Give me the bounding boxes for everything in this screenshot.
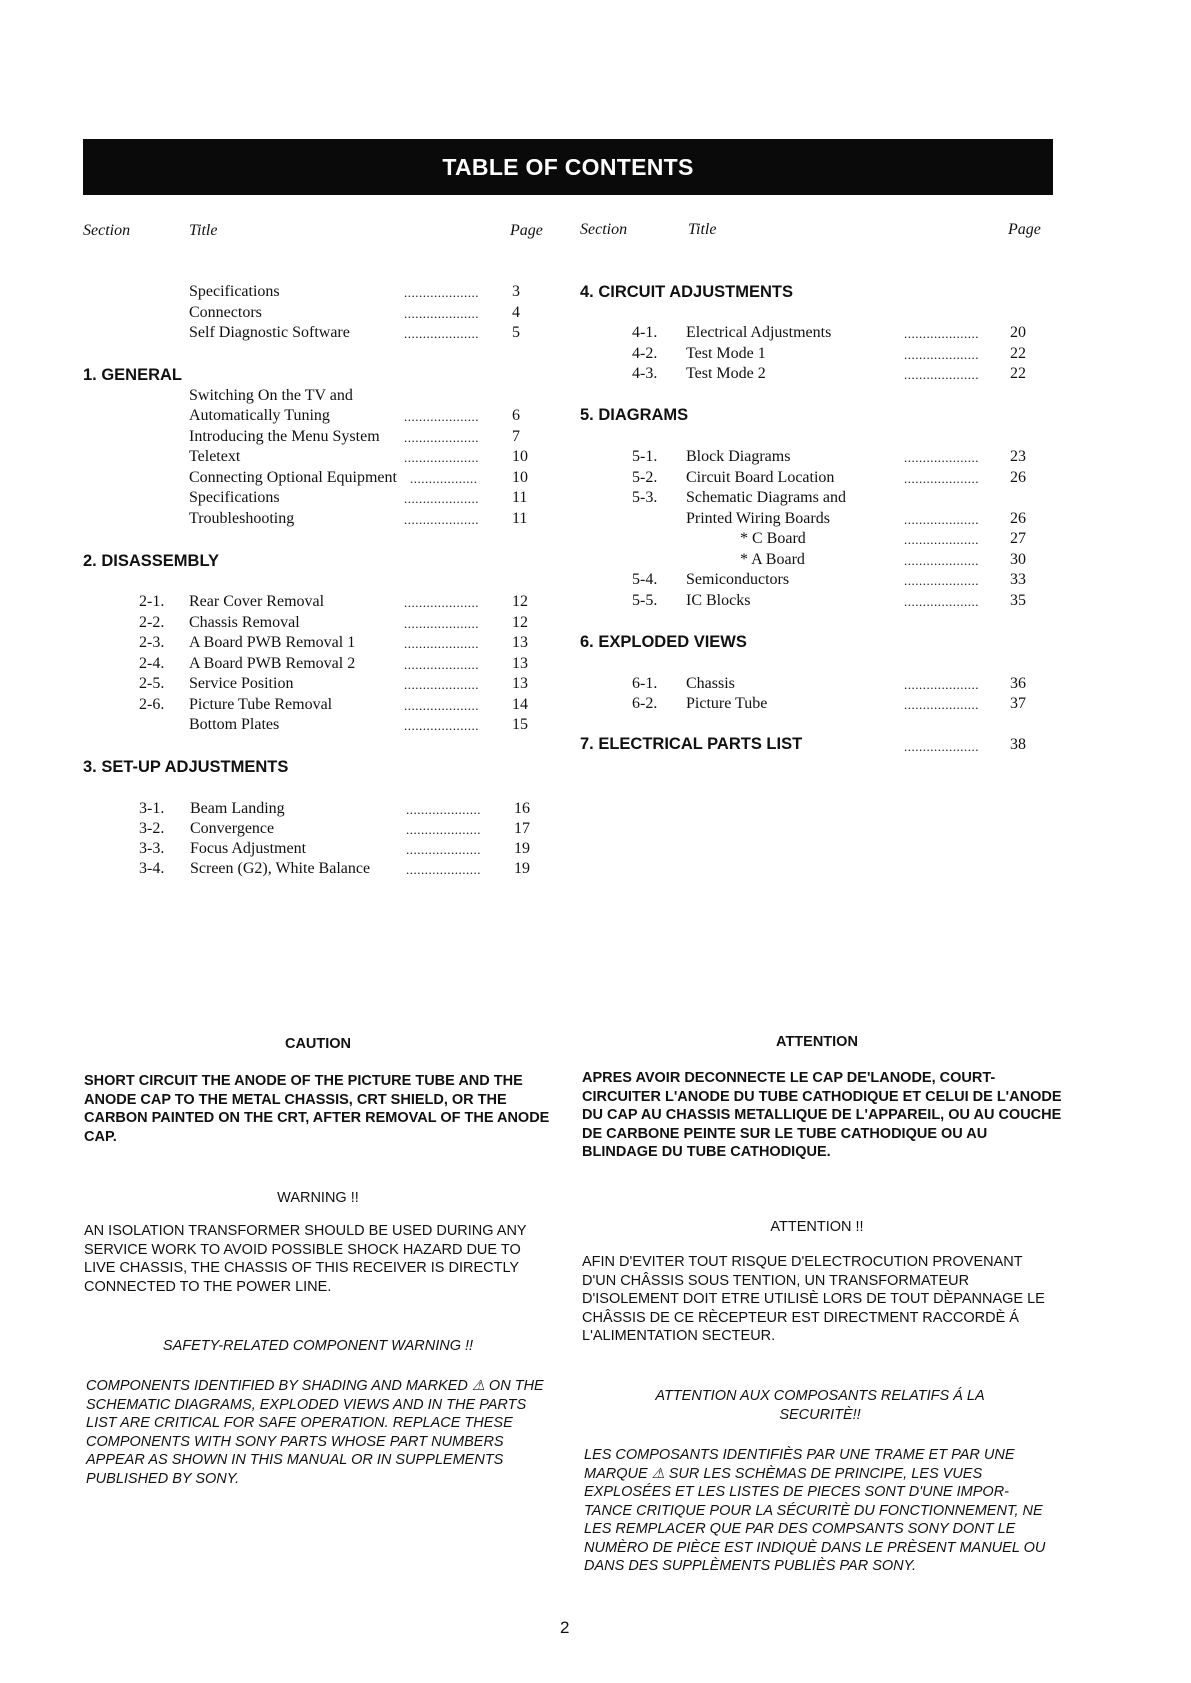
toc-entry-page: 19 [514, 860, 530, 877]
toc-entry-title[interactable]: Bottom Plates [189, 716, 280, 733]
leader-dots: .................... [904, 367, 979, 382]
leader-dots: .................... [404, 306, 479, 321]
toc-entry-title[interactable]: Screen (G2), White Balance [190, 860, 371, 877]
toc-entry-page: 11 [512, 510, 528, 527]
section-heading-exploded[interactable]: 6. EXPLODED VIEWS [580, 633, 747, 651]
leader-dots: .................... [904, 326, 979, 341]
toc-entry-number: 2-5. [139, 675, 165, 692]
toc-entry-number: 3-4. [139, 860, 165, 877]
toc-entry-page: 4 [512, 304, 520, 321]
header-page-right: Page [1008, 221, 1041, 238]
toc-entry-title[interactable]: Electrical Adjustments [686, 324, 832, 341]
safety-title: SAFETY-RELATED COMPONENT WARNING !! [162, 1338, 474, 1354]
leader-dots: .................... [904, 573, 979, 588]
toc-entry-title[interactable]: Troubleshooting [189, 510, 295, 527]
toc-entry-page: 13 [512, 655, 528, 672]
toc-entry-page: 20 [1010, 324, 1026, 341]
leader-dots: .................... [904, 677, 979, 692]
leader-dots: .................... [406, 822, 481, 837]
toc-entry-page: 36 [1010, 675, 1026, 692]
toc-entry-title[interactable]: Service Position [189, 675, 294, 692]
toc-entry-title[interactable]: Schematic Diagrams and [686, 489, 846, 506]
leader-dots: .................... [904, 347, 979, 362]
toc-entry-number: 5-2. [632, 469, 658, 486]
toc-entry-number: 4-3. [632, 365, 658, 382]
toc-entry-number: 5-4. [632, 571, 658, 588]
warning-text: AN ISOLATION TRANSFORMER SHOULD BE USED DURING ANY SERVICE WORK TO AVOID POSSIBLE SHOCK HAZARD DUE TO LIVE CHASSIS, THE CHASSIS OF THIS RECEIVER IS DIRECTLY CONNECTED TO THE POWER LINE. [84, 1223, 527, 1295]
toc-entry-title[interactable]: Semiconductors [686, 571, 790, 588]
toc-entry-title[interactable]: Connectors [189, 304, 262, 321]
toc-entry-number: 2-3. [139, 634, 165, 651]
leader-dots: .................... [404, 616, 479, 631]
leader-dots: .................... [904, 471, 979, 486]
toc-entry-title[interactable]: Block Diagrams [686, 448, 791, 465]
toc-entry-title[interactable]: Test Mode 2 [686, 365, 766, 382]
toc-entry-number: 5-1. [632, 448, 658, 465]
toc-entry-page: 26 [1010, 510, 1026, 527]
toc-entry-title[interactable]: Focus Adjustment [190, 840, 307, 857]
toc-entry-title[interactable]: Switching On the TV and [189, 387, 353, 404]
toc-banner: TABLE OF CONTENTS [83, 139, 1053, 195]
toc-entry-page: 16 [514, 800, 530, 817]
attention3-text: LES COMPOSANTS IDENTIFIÈS PAR UNE TRAME ET PAR UNE MARQUE ⚠ SUR LES SCHÈMAS DE PRINCIPE, LES VUES EXPLOSÉES ET LES LISTES DE PIECES SONT D'UNE IMPOR-TANCE CRITIQUE POUR LA SÉCURITÈ DU FONCTIONNEMENT, NE LES REMPLACER QUE PAR DES COMPSANTS SONY DONT LE NUMÈRO DE PIÈCE EST INDIQUÈ DANS LE PRÈSENT MANUEL OU DANS DES SUPPLÈMENTS PUBLIÈS PAR SONY. [584, 1447, 1046, 1574]
header-title-right: Title [688, 221, 717, 238]
attention2-title: ATTENTION !! [770, 1219, 864, 1235]
toc-entry-number: 3-2. [139, 820, 165, 837]
attention-text: APRES AVOIR DECONNECTE LE CAP DE'LANODE, COURT-CIRCUITER L'ANODE DU TUBE CATHODIQUE ET CELUI DE L'ANODE DU CAP AU CHASSIS METALLIQUE DE L'APPAREIL, OU AU COUCHE DE CARBONE PEINTE SUR LE TUBE CATHODIQUE OU AU BLINDAGE DU TUBE CATHODIQUE. [582, 1070, 1062, 1160]
toc-entry-page: 7 [512, 428, 520, 445]
leader-dots: .................... [404, 430, 479, 445]
toc-entry-page: 6 [512, 407, 520, 424]
toc-entry-page: 12 [512, 593, 528, 610]
leader-dots: .................... [404, 718, 479, 733]
toc-entry-title[interactable]: Specifications [189, 283, 280, 300]
toc-entry-page: 26 [1010, 469, 1026, 486]
toc-entry-page: 33 [1010, 571, 1026, 588]
toc-entry-title[interactable]: Beam Landing [190, 800, 285, 817]
leader-dots: .................... [406, 802, 481, 817]
toc-entry-title[interactable]: Chassis Removal [189, 614, 300, 631]
section-heading-general[interactable]: 1. GENERAL [83, 366, 183, 384]
leader-dots: .................... [404, 698, 479, 713]
leader-dots: .................... [406, 862, 481, 877]
toc-entry-number: 6-1. [632, 675, 658, 692]
toc-entry-page: 27 [1010, 530, 1026, 547]
section-heading-circuit[interactable]: 4. CIRCUIT ADJUSTMENTS [580, 283, 793, 301]
header-section-right: Section [580, 221, 628, 238]
leader-dots: .................... [406, 842, 481, 857]
leader-dots: .................. [410, 471, 478, 486]
toc-entry-page: 12 [512, 614, 528, 631]
toc-entry-number: 2-4. [139, 655, 165, 672]
toc-entry-title[interactable]: Chassis [686, 675, 735, 692]
leader-dots: .................... [904, 594, 979, 609]
attention3-title: ATTENTION AUX COMPOSANTS RELATIFS Á LA SECURITÈ!! [655, 1388, 985, 1423]
toc-entry-page: 17 [514, 820, 530, 837]
toc-entry-title[interactable]: Self Diagnostic Software [189, 324, 350, 341]
leader-dots: .................... [404, 636, 479, 651]
leader-dots: .................... [904, 450, 979, 465]
toc-entry-page: 11 [512, 489, 528, 506]
toc-entry-title[interactable]: Picture Tube Removal [189, 696, 333, 713]
toc-entry-title[interactable]: A Board PWB Removal 1 [189, 634, 356, 651]
caution-title: CAUTION [284, 1036, 352, 1052]
attention2-text: AFIN D'EVITER TOUT RISQUE D'ELECTROCUTION PROVENANT D'UN CHÂSSIS SOUS TENTION, UN TRANSFORMATEUR D'ISOLEMENT DOIT ETRE UTILISÈ LORS DE TOUT DÈPANNAGE LE CHÂSSIS DE CE RÈCEPTEUR EST DIRECTMENT RACCORDÈ Á L'ALIMENTATION SECTEUR. [582, 1254, 1045, 1344]
toc-entry-number: 2-6. [139, 696, 165, 713]
toc-entry-number: 4-2. [632, 345, 658, 362]
toc-entry-number: 2-2. [139, 614, 165, 631]
leader-dots: .................... [904, 512, 979, 527]
leader-dots: .................... [404, 450, 479, 465]
leader-dots: .................... [404, 595, 479, 610]
section-heading-diagrams[interactable]: 5. DIAGRAMS [580, 406, 689, 424]
section-heading-parts[interactable]: 7. ELECTRICAL PARTS LIST [580, 735, 803, 753]
toc-entry-page: 13 [512, 634, 528, 651]
attention-title: ATTENTION [776, 1034, 858, 1050]
leader-dots: .................... [904, 553, 979, 568]
toc-entry-page: 10 [512, 448, 528, 465]
toc-entry-title[interactable]: Printed Wiring Boards [686, 510, 830, 527]
warning-title: WARNING !! [277, 1190, 359, 1206]
leader-dots: .................... [404, 657, 479, 672]
toc-entry-title[interactable]: Teletext [189, 448, 241, 465]
leader-dots: .................... [404, 512, 479, 527]
toc-entry-title[interactable]: Circuit Board Location [686, 469, 835, 486]
toc-entry-number: 3-1. [139, 800, 165, 817]
toc-entry-title[interactable]: Connecting Optional Equipment [189, 469, 397, 486]
leader-dots: .................... [404, 326, 479, 341]
toc-entry-page: 22 [1010, 365, 1026, 382]
toc-entry-title[interactable]: Specifications [189, 489, 280, 506]
toc-entry-page: 23 [1010, 448, 1026, 465]
section-heading-disassembly[interactable]: 2. DISASSEMBLY [83, 552, 220, 570]
leader-dots: .................... [404, 409, 479, 424]
section-heading-setup[interactable]: 3. SET-UP ADJUSTMENTS [83, 758, 289, 776]
leader-dots: .................... [404, 491, 479, 506]
leader-dots: .................... [404, 677, 479, 692]
leader-dots: .................... [904, 532, 979, 547]
header-page-left: Page [510, 222, 543, 239]
toc-entry-title[interactable]: A Board PWB Removal 2 [189, 655, 356, 672]
toc-entry-page: 37 [1010, 695, 1026, 712]
toc-entry-page: 13 [512, 675, 528, 692]
toc-entry-page: 30 [1010, 551, 1026, 568]
toc-entry-title[interactable]: * C Board [740, 530, 806, 547]
toc-entry-title[interactable]: * A Board [740, 551, 805, 568]
page-number: 2 [560, 1618, 570, 1637]
toc-entry-page: 22 [1010, 345, 1026, 362]
toc-entry-number: 5-5. [632, 592, 658, 609]
leader-dots: .................... [904, 697, 979, 712]
toc-entry-number: 4-1. [632, 324, 658, 341]
toc-entry-title[interactable]: Automatically Tuning [189, 407, 330, 424]
header-title-left: Title [189, 222, 218, 239]
header-section-left: Section [83, 222, 131, 239]
toc-entry-title[interactable]: Picture Tube [686, 695, 768, 712]
toc-entry-page: 19 [514, 840, 530, 857]
toc-entry-page: 3 [512, 283, 520, 300]
toc-entry-title[interactable]: IC Blocks [686, 592, 751, 609]
toc-entry-number: 6-2. [632, 695, 658, 712]
leader-dots: .................... [404, 285, 479, 300]
toc-entry-number: 2-1. [139, 593, 165, 610]
toc-entry-title[interactable]: Introducing the Menu System [189, 428, 380, 445]
safety-text: COMPONENTS IDENTIFIED BY SHADING AND MARKED ⚠ ON THE SCHEMATIC DIAGRAMS, EXPLODED VIEWS AND IN THE PARTS LIST ARE CRITICAL FOR SAFE OPERATION. REPLACE THESE COMPONENTS WITH SONY PARTS WHOSE PART NUMBERS APPEAR AS SHOWN IN THIS MANUAL OR IN SUPPLEMENTS PUBLISHED BY SONY. [86, 1378, 544, 1487]
toc-entry-page: 15 [512, 716, 528, 733]
caution-text: SHORT CIRCUIT THE ANODE OF THE PICTURE TUBE AND THE ANODE CAP TO THE METAL CHASSIS, CRT SHIELD, OR THE CARBON PAINTED ON THE CRT, AFTER REMOVAL OF THE ANODE CAP. [84, 1073, 550, 1145]
toc-entry-number: 5-3. [632, 489, 658, 506]
toc-entry-number: 3-3. [139, 840, 165, 857]
toc-entry-page: 38 [1010, 736, 1026, 753]
toc-entry-page: 35 [1010, 592, 1026, 609]
toc-entry-page: 10 [512, 469, 528, 486]
toc-entry-title[interactable]: Test Mode 1 [686, 345, 766, 362]
toc-entry-page: 5 [512, 324, 520, 341]
toc-entry-title[interactable]: Rear Cover Removal [189, 593, 325, 610]
leader-dots: .................... [904, 739, 979, 754]
toc-entry-page: 14 [512, 696, 528, 713]
toc-entry-title[interactable]: Convergence [190, 820, 275, 837]
